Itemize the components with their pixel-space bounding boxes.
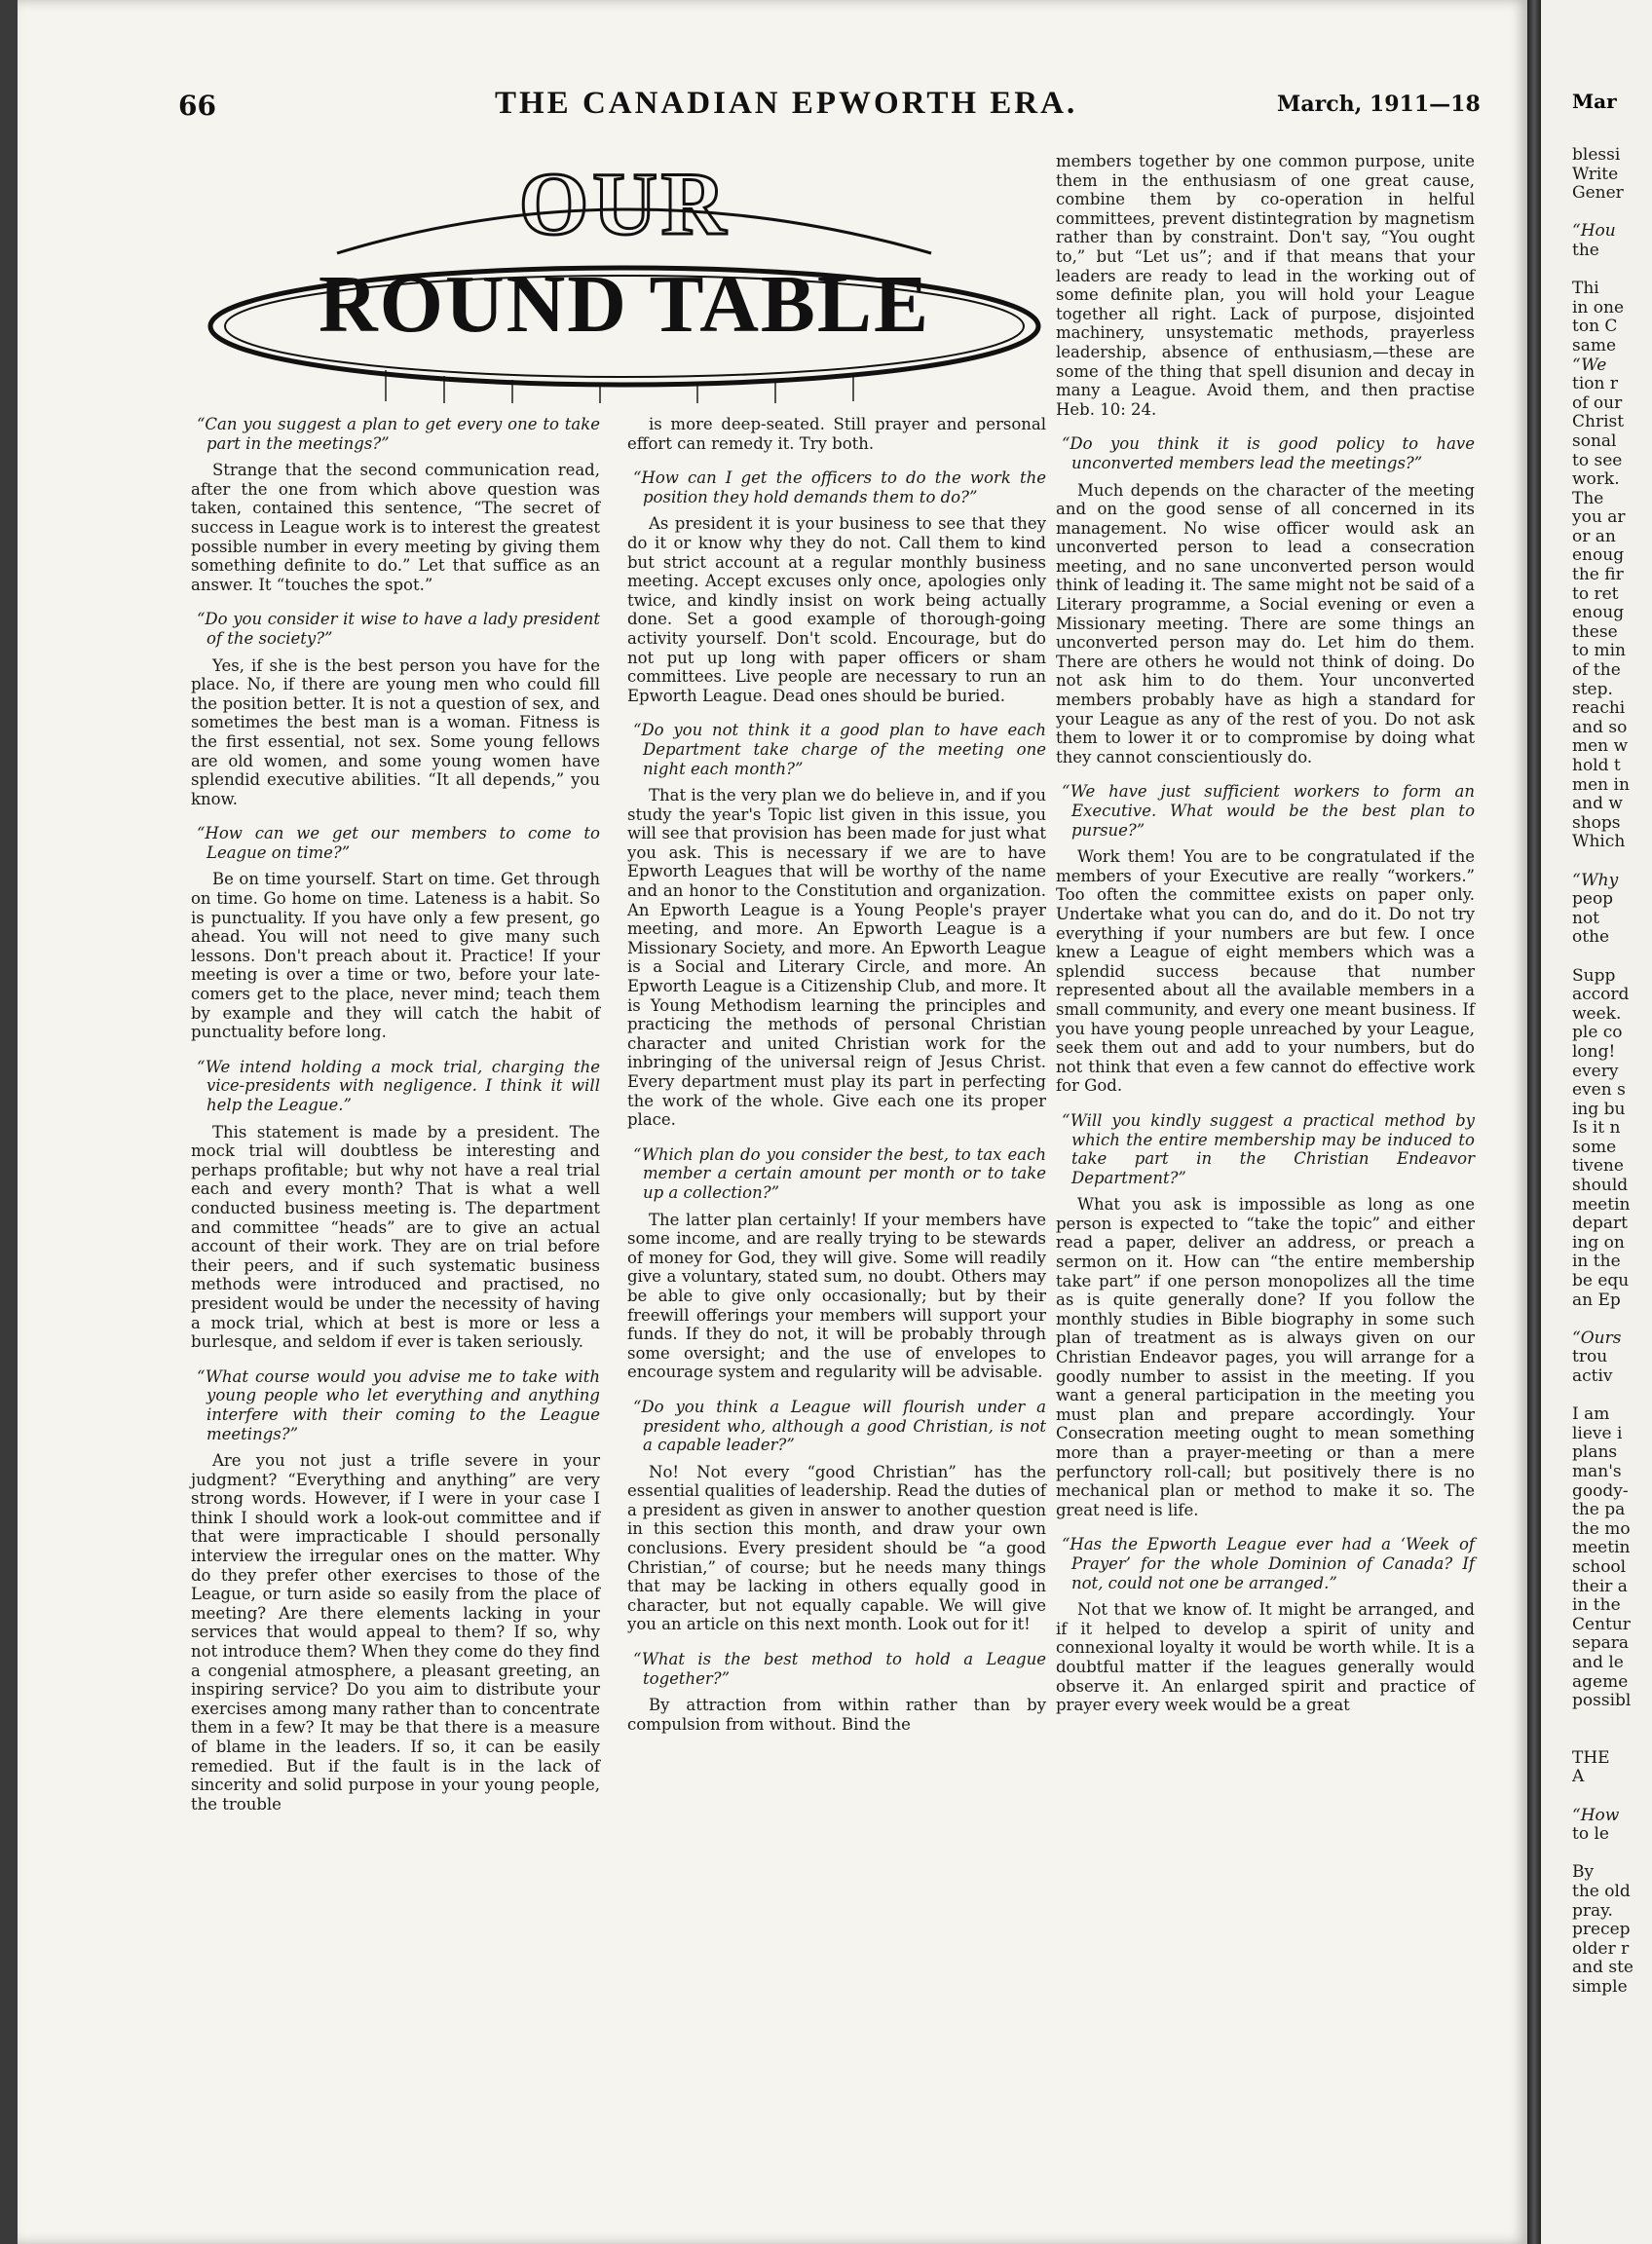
answer: is more deep-seated. Still prayer and personal effort can remedy it. Try both.: [627, 415, 1046, 453]
answer: Are you not just a trifle severe in your judgment? “Everything and anything” are very strong words. However, if I were in your case I think I should work a look-out committee and if that were impracticable I should personally interview the irregular ones on the matter. Why do they prefer other exercises to those of the League, or turn aside so easily from the place of meeting? Are there elements lacking in your services that would appeal to them? If so, why not introduce them? When they come do they find a congenial atmosphere, a pleasant greeting, an inspiring service? Do you aim to distribute your exercises among many rather than to concentrate them in a few? It may be that there is a measure of blame in the leaders. If so, it can be easily remedied. But if the fault is in the lack of sincerity and solid purpose in your young people, the trouble: [191, 1451, 600, 1814]
question: “Can you suggest a plan to get every one to take part in the meetings?”: [197, 415, 600, 453]
column-2: [627, 415, 1046, 1749]
next-page-line: accord: [1572, 985, 1630, 1005]
answer: Much depends on the character of the meeting and on the good sense of all concerned in its management. No wise officer would ask an unconverted person to lead a consecration meeting, and no sane unconverted person would think of leading it. The same might not be said of a Literary programme, a Social evening or even a Missionary meeting. There are some things an unconverted person may do. Let him do them. There are others he would not think of doing. Do not ask him to do them. Your unconverted members probably have as high a standard for your League as any of the rest of you. Do not ask them to lower it or to compromise by doing what they cannot conscientiously do.: [1056, 480, 1475, 767]
next-page-line: [1572, 261, 1652, 280]
answer: Not that we know of. It might be arranged, and if it helped to develop a spirit of unity and connexional loyalty it would be worth while. It is a doubtful matter if the leagues generally would observe it. An enlarged spirit and practice of prayer every week would be a great: [1056, 1600, 1475, 1715]
next-page-line: Supp: [1572, 965, 1616, 986]
next-page-line: older r: [1572, 1938, 1630, 1959]
answer: As president it is your business to see that they do it or know why they do not. Call them to kind but strict account at a regular monthly business meeting. Accept excuses only once, apologies only twice, and kindly insist on work being actually done. Set a good example of thorough-going activity yourself. Don't scold. Encourage, but do not put up long with paper officers or sham committees. Live people are necessary to run an Epworth League. Dead ones should be buried.: [627, 514, 1046, 705]
next-page-line: Which: [1572, 832, 1626, 852]
next-page-line: and le: [1572, 1652, 1624, 1672]
next-page-line: or an: [1572, 526, 1616, 546]
next-page-line: ing on: [1572, 1232, 1625, 1253]
next-page-line: the fir: [1572, 565, 1624, 585]
publication-title: THE CANADIAN EPWORTH ERA.: [495, 86, 1078, 121]
next-page-line: an Ep: [1572, 1290, 1621, 1310]
next-page-line: you ar: [1572, 507, 1626, 528]
next-page-line: [1572, 1730, 1652, 1749]
next-page-line: even s: [1572, 1080, 1626, 1101]
next-page-line: ton C: [1572, 317, 1618, 337]
next-page-line: to min: [1572, 641, 1626, 661]
next-page-line: THE: [1572, 1747, 1610, 1768]
page-header: [178, 86, 1503, 125]
next-page-line: week.: [1572, 1003, 1622, 1024]
question: “We intend holding a mock trial, charging the vice-presidents with negligence. I think it will help the League.”: [197, 1057, 600, 1114]
next-page-line: not: [1572, 908, 1600, 928]
next-page-line: long!: [1572, 1041, 1616, 1062]
next-page-line: in the: [1572, 1595, 1621, 1616]
next-page-line: “Hou: [1572, 221, 1616, 242]
next-page-line: work.: [1572, 469, 1620, 490]
next-page-line: ing bu: [1572, 1099, 1626, 1119]
next-page-line: “Why: [1572, 870, 1619, 890]
next-page-line: Thi: [1572, 279, 1599, 299]
next-page-line: lieve i: [1572, 1423, 1623, 1443]
next-page-line: in the: [1572, 1252, 1621, 1272]
next-page-line: “How: [1572, 1805, 1620, 1825]
page-number: 66: [178, 90, 216, 122]
question: “How can I get the officers to do the work the position they hold demands them to do?”: [633, 468, 1046, 506]
next-page-line: [1572, 1711, 1652, 1731]
next-page-line: precep: [1572, 1920, 1631, 1940]
next-page-line: enoug: [1572, 603, 1625, 623]
next-page-line: othe: [1572, 927, 1610, 948]
next-page-line: sonal: [1572, 430, 1617, 451]
next-page-line: every: [1572, 1061, 1619, 1081]
next-page-line: be equ: [1572, 1271, 1630, 1291]
next-page-line: should: [1572, 1176, 1629, 1196]
question: “What course would you advise me to take with young people who let everything and anything interfere with their coming to the League meetings?”: [197, 1366, 600, 1443]
column-3: [1056, 152, 1475, 1731]
next-page-line: Gener: [1572, 183, 1624, 204]
question: “Do you think a League will flourish under a president who, although a good Christian, is not a capable leader?”: [633, 1397, 1046, 1455]
next-page-line: [1572, 1787, 1652, 1807]
next-page-line: of our: [1572, 393, 1623, 413]
answer: What you ask is impossible as long as one person is expected to “take the topic” and either read a paper, deliver an address, or preach a sermon on it. How can “the entire membership take part” if one person monopolizes all the time as is quite generally done? If you follow the monthly studies in Bible biography in some such plan of treatment as is always given on our Christian Endeavor pages, you will arrange for a goodly number to assist in the meeting. If you want a general participation in the meeting you must plan and prepare accordingly. Your Consecration meeting ought to mean something more than a prayer-meeting or than a mere perfunctory roll-call; but positively there is no mechanical plan or method to make it so. The great need is life.: [1056, 1195, 1475, 1519]
question: “Do you consider it wise to have a lady president of the society?”: [197, 610, 600, 648]
answer: Yes, if she is the best person you have for the place. No, if there are young men who could fill the position better. It is not a question of sex, and sometimes the best man is a woman. Fitness is the first essential, not sex. Some young fellows are old women, and some young women have splendid executive abilities. “It all depends,” you know.: [191, 655, 600, 808]
next-page-line: pray.: [1572, 1900, 1613, 1921]
next-page-lines: [1572, 146, 1652, 1998]
next-page-line: simple: [1572, 1977, 1628, 1997]
banner-our: OUR: [518, 154, 731, 253]
next-page-line: hold t: [1572, 756, 1621, 775]
next-page-edge: [1541, 0, 1652, 2244]
next-page-line: peop: [1572, 889, 1614, 910]
next-page-line: Centur: [1572, 1614, 1631, 1634]
question: “Do you not think it a good plan to have each Department take charge of the meeting one night each month?”: [633, 721, 1046, 778]
question: “Which plan do you consider the best, to tax each member a certain amount per month or to take up a collection?”: [633, 1144, 1046, 1202]
answer: By attraction from within rather than by compulsion from without. Bind the: [627, 1696, 1046, 1734]
next-page-line: [1572, 204, 1652, 223]
book-gutter: [1527, 0, 1541, 2244]
next-page-line: activ: [1572, 1366, 1613, 1386]
answer: This statement is made by a president. The mock trial will doubtless be interesting and perhaps profitable; but why not have a real trial each and every month? That is what a well conducted business meeting is. The department and committee “heads” are to give an actual account of their work. They are on trial before their peers, and if such systematic business methods were introduced and practised, no president would be under the necessity of having a mock trial, which at best is more or less a burlesque, and seldom if ever is taken seriously.: [191, 1122, 600, 1352]
next-page-line: step.: [1572, 679, 1613, 699]
next-page-line: enoug: [1572, 545, 1625, 566]
next-page-line: to see: [1572, 450, 1623, 470]
next-page-line: tion r: [1572, 374, 1618, 394]
question: “Has the Epworth League ever had a ‘Week of Prayer’ for the whole Dominion of Canada? If not, could not one be arranged.”: [1062, 1535, 1475, 1592]
next-page-line: “We: [1572, 355, 1607, 375]
next-page-line: goody-: [1572, 1480, 1629, 1501]
magazine-page: [18, 0, 1527, 2244]
next-page-line: their a: [1572, 1576, 1628, 1596]
round-table-banner: [191, 146, 1048, 404]
next-page-line: Write: [1572, 164, 1619, 184]
answer: Be on time yourself. Start on time. Get through on time. Go home on time. Lateness is a habit. So is punctuality. If you have only a few present, go ahead. You will not need to give many such lessons. Don't preach about it. Practice! If your meeting is over a time or two, before your late-comers get to the place, never mind; teach them by example and they will catch the habit of punctuality before long.: [191, 870, 600, 1042]
next-page-line: to le: [1572, 1824, 1609, 1845]
next-page-line: meetin: [1572, 1538, 1631, 1558]
next-page-line: and ste: [1572, 1958, 1633, 1978]
next-page-line: Christ: [1572, 412, 1625, 432]
next-page-line: to ret: [1572, 583, 1619, 604]
answer: Work them! You are to be congratulated if the members of your Executive are really “workers.” Too often the committee exists on paper only. Undertake what you can do, and do it. Do not try everything if your numbers are but few. I once knew a League of eight members which was a splendid success because that number represented about all the available members in a small community, and every one meant business. If you have young people unreached by your League, seek them out and add to your numbers, but do not think that even a few cannot do effective work for God.: [1056, 847, 1475, 1096]
next-page-line: Is it n: [1572, 1118, 1621, 1139]
next-page-line: blessi: [1572, 145, 1621, 165]
next-page-line: [1572, 1310, 1652, 1329]
next-page-line: ageme: [1572, 1671, 1629, 1692]
next-page-line: possibl: [1572, 1691, 1632, 1711]
question: “Do you think it is good policy to have unconverted members lead the meetings?”: [1062, 434, 1475, 472]
next-page-line: By: [1572, 1862, 1595, 1883]
next-page-line: the mo: [1572, 1518, 1631, 1539]
next-page-line: in one: [1572, 297, 1625, 318]
answer: Strange that the second communication read, after the one from which above question was taken, contained this sentence, “The secret of success in League work is to interest the greatest possible number in every meeting by giving them something definite to do.” Let that suffice as an answer. It “touches the spot.”: [191, 461, 600, 594]
next-page-line: meetin: [1572, 1194, 1631, 1215]
banner-round-table: ROUND TABLE: [318, 259, 931, 350]
answer: No! Not every “good Christian” has the essential qualities of leadership. Read the duties of a president as given in answer to another question in this section this month, and draw your own conclusions. Every president should be “a good Christian,” of course; but he needs many things that may be lacking in others equally good in character, but not equally capable. We will give you an article on this next month. Look out for it!: [627, 1462, 1046, 1634]
next-page-line: [1572, 1845, 1652, 1864]
next-page-line: and so: [1572, 717, 1628, 737]
next-page-line: shops: [1572, 812, 1621, 833]
next-page-line: the old: [1572, 1882, 1631, 1902]
next-page-line: these: [1572, 621, 1618, 642]
question: “We have just sufficient workers to form an Executive. What would be the best plan to pursue?”: [1062, 782, 1475, 840]
column-1: [191, 415, 600, 1829]
next-page-line: same: [1572, 335, 1617, 355]
next-page-line: men in: [1572, 774, 1630, 795]
next-page-line: the pa: [1572, 1500, 1626, 1520]
next-page-line: [1572, 852, 1652, 872]
next-page-line: I am: [1572, 1404, 1610, 1425]
next-page-line: ple co: [1572, 1023, 1623, 1043]
next-page-line: plans: [1572, 1442, 1618, 1463]
next-page-line: separa: [1572, 1633, 1630, 1654]
next-page-line: A: [1572, 1767, 1585, 1787]
answer: The latter plan certainly! If your members have some income, and are really trying to be stewards of money for God, they will give. Some will readily give a voluntary, stated sum, no doubt. Others may be able to give only occasionally; but by their freewill offerings your members will support your funds. If they do not, it will be probably through some oversight; and the use of envelopes to encourage system and regularity will be advisable.: [627, 1210, 1046, 1382]
next-page-line: reachi: [1572, 698, 1626, 719]
next-page-line: school: [1572, 1556, 1627, 1577]
next-page-line: some: [1572, 1137, 1617, 1157]
question: “What is the best method to hold a League together?”: [633, 1650, 1046, 1688]
next-page-line: [1572, 1387, 1652, 1406]
next-page-line: tivene: [1572, 1156, 1624, 1177]
next-page-header: Mar: [1572, 90, 1617, 113]
next-page-line: [1572, 948, 1652, 967]
next-page-line: of the: [1572, 660, 1621, 681]
question: “How can we get our members to come to League on time?”: [197, 824, 600, 862]
next-page-line: men w: [1572, 736, 1629, 757]
answer: members together by one common purpose, unite them in the enthusiasm of one great cause, combine them by co-operation in helful committees, prevent distintegration by magnetism rather than by constraint. Don't say, “You ought to,” but “Let us”; and if that means that your leaders are ready to lead in the working out of some definite plan, you will hold your League together all right. Lack of purpose, disjointed machinery, unsystematic methods, prayerless leadership, absence of enthusiasm,—these are some of the thing that spell disunion and decay in many a League. Avoid them, and then practise Heb. 10: 24.: [1056, 152, 1475, 419]
question: “Will you kindly suggest a practical method by which the entire membership may be induced to take part in the Christian Endeavor Department?”: [1062, 1110, 1475, 1187]
next-page-line: the: [1572, 240, 1599, 260]
next-page-line: “Ours: [1572, 1328, 1622, 1348]
next-page-line: The: [1572, 488, 1604, 508]
answer: That is the very plan we do believe in, and if you study the year's Topic list given in this issue, you will see that provision has been made for just what you ask. This is necessary if we are to have Epworth Leagues that will be worthy of the name and an honor to the Constitution and organization. An Epworth League is a Young People's prayer meeting, and more. An Epworth League is a Missionary Society, and more. An Epworth League is a Social and Literary Circle, and more. An Epworth League is a Citizenship Club, and more. It is Young Methodism learning the principles and practicing the methods of personal Christian character and united Christian work for the inbringing of the universal reign of Jesus Christ. Every department must play its part in perfecting the work of the whole. Give each one its proper place.: [627, 786, 1046, 1130]
next-page-line: man's: [1572, 1461, 1622, 1481]
next-page-line: depart: [1572, 1214, 1628, 1234]
next-page-line: trou: [1572, 1347, 1608, 1367]
issue-date: March, 1911—18: [1277, 92, 1481, 117]
next-page-line: and w: [1572, 794, 1623, 814]
